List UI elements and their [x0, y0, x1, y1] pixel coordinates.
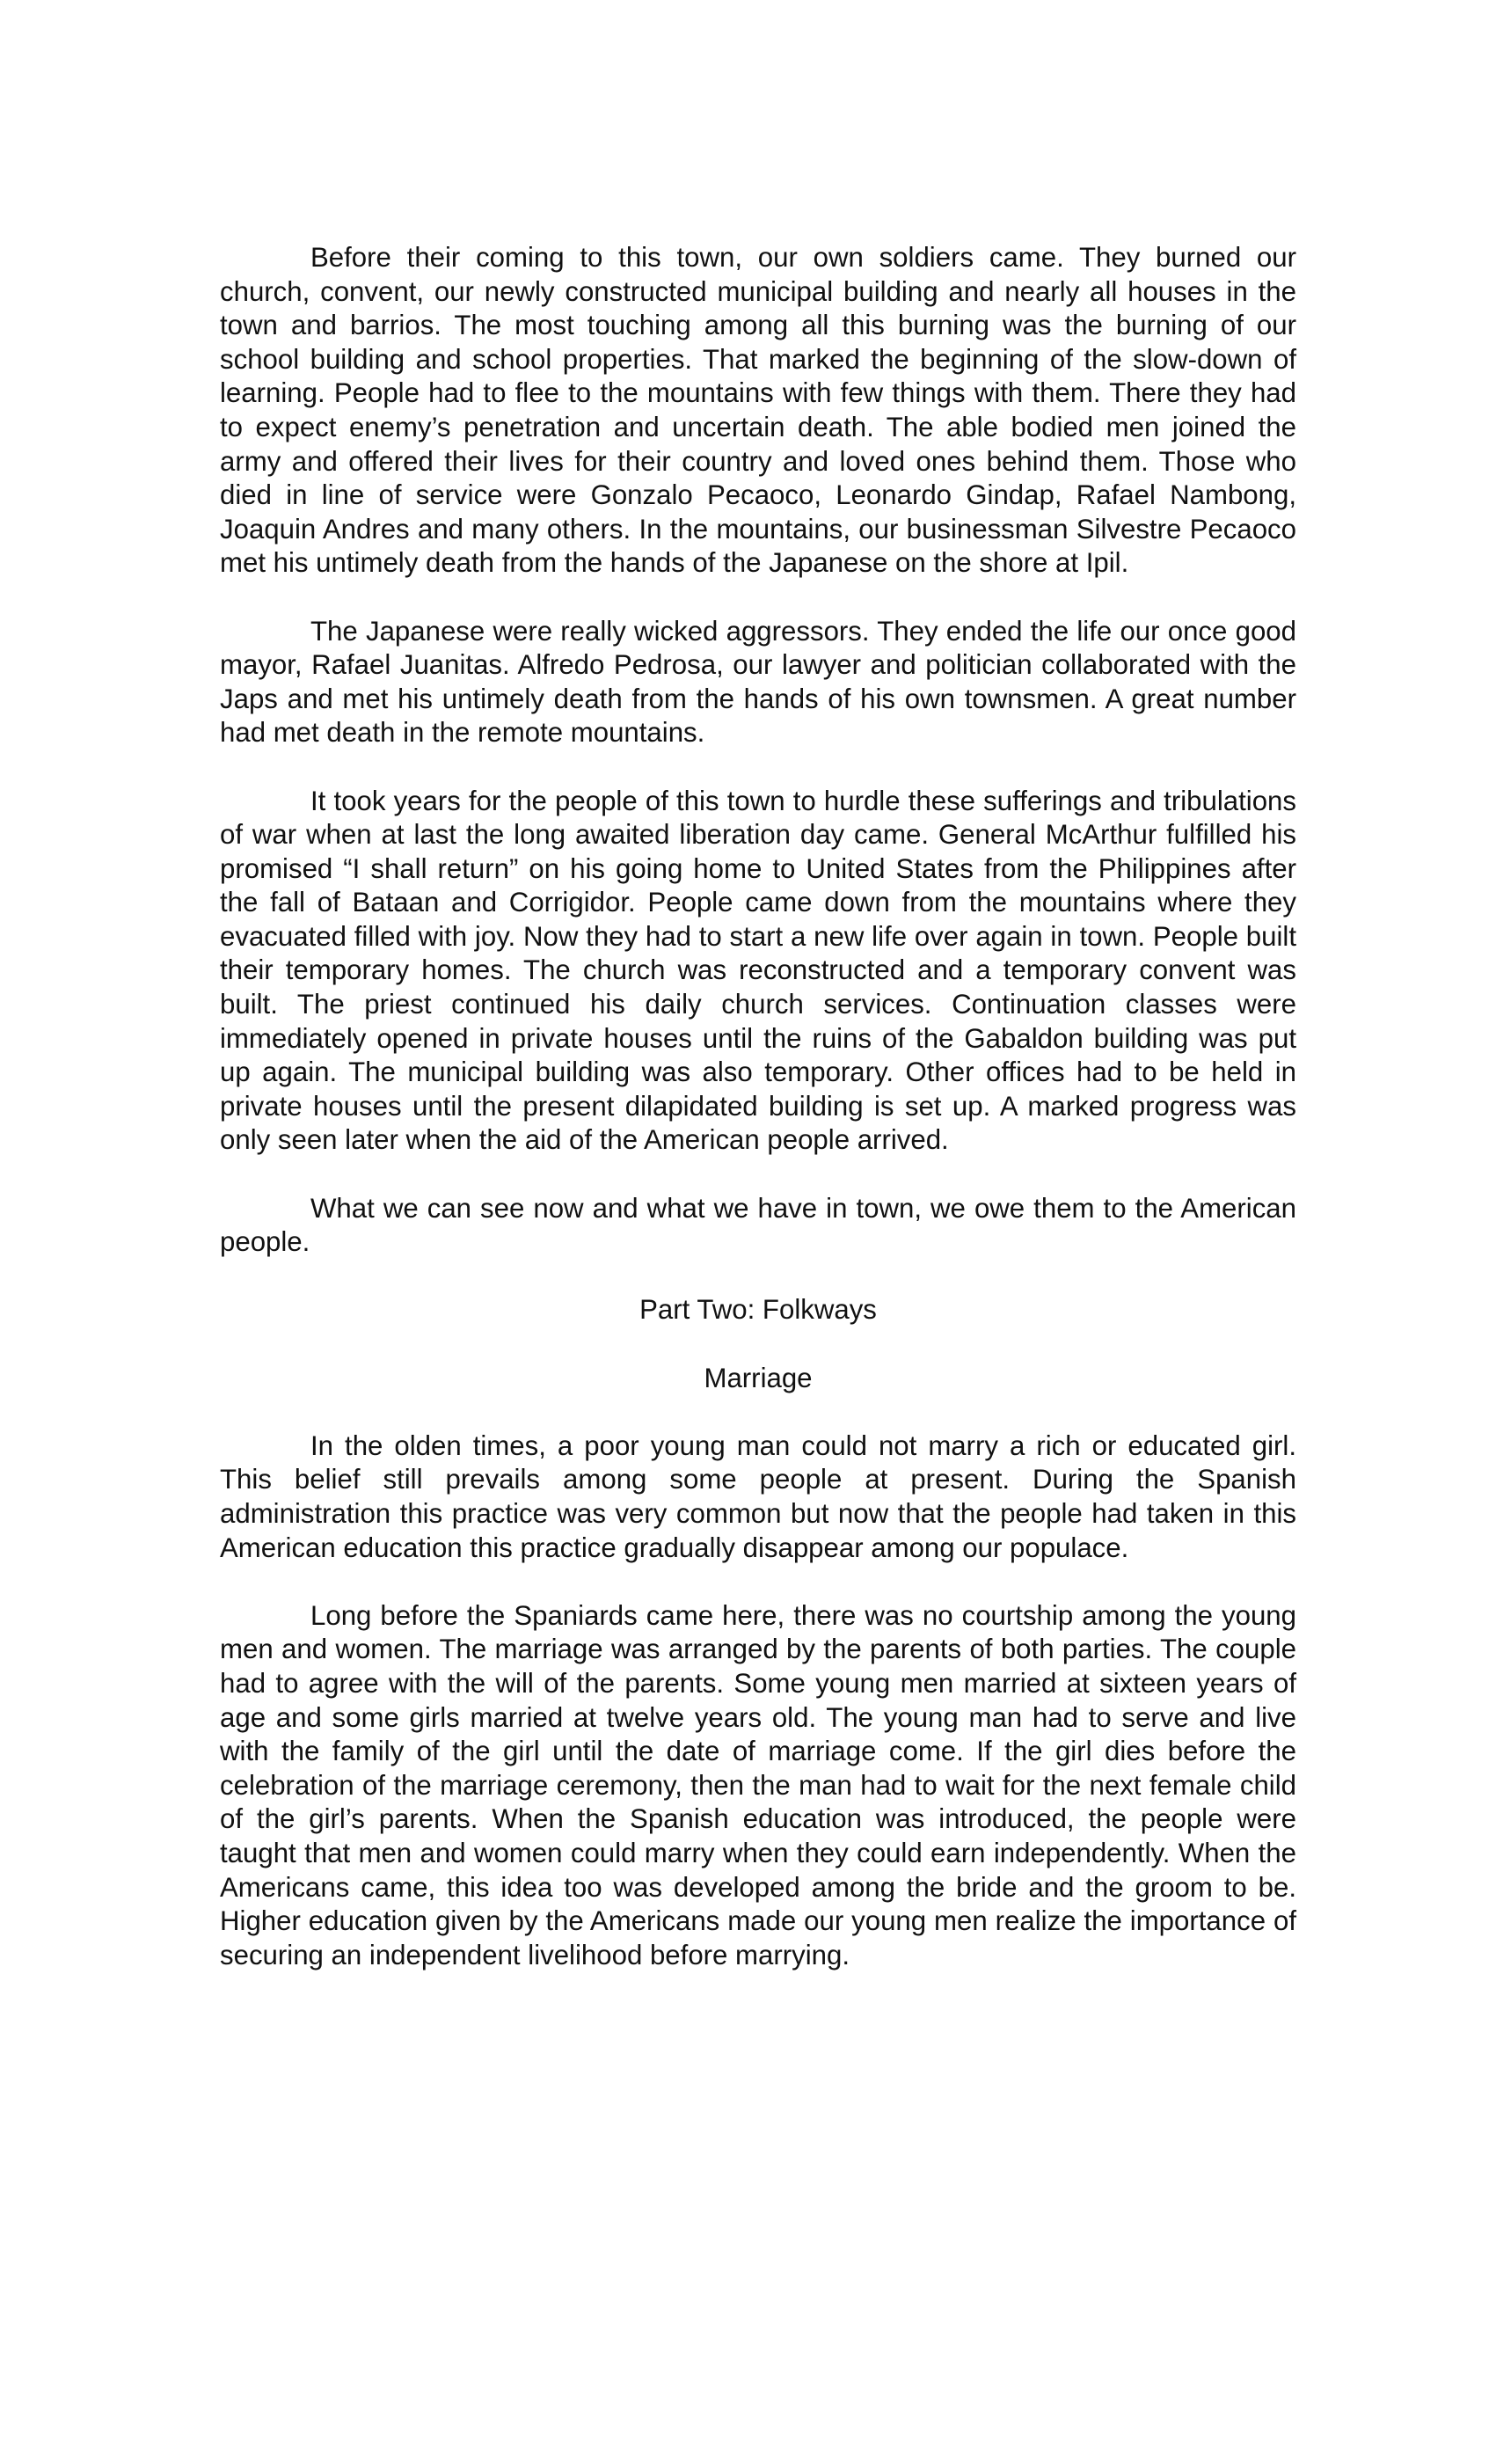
section-heading: Marriage: [704, 1362, 813, 1393]
paragraph-marriage-olden-times: In the olden times, a poor young man could not marry a rich or educated girl. This belief still prevails among some people at present. During the Spanish administration this practice was very common but now that the people had taken in this American education this practice gradually disappear among our populace.: [220, 1429, 1296, 1563]
part-heading: Part Two: Folkways: [639, 1294, 877, 1326]
paragraph-american-people: What we can see now and what we have in town, we owe them to the American people.: [220, 1192, 1296, 1258]
document-page: [220, 241, 1296, 2007]
paragraph-japanese-aggressors: The Japanese were really wicked aggressors. They ended the life our once good mayor, Rafael Juanitas. Alfredo Pedrosa, our lawyer and politician collaborated with the Japs and met his untimely death from the hands of his own townsmen. A great number had met death in the remote mountains.: [220, 615, 1296, 749]
paragraph-war-burning: Before their coming to this town, our own soldiers came. They burned our church, convent, our newly constructed municipal building and nearly all houses in the town and barrios. The most touching among all this burning was the burning of our school building and school properties. That marked the beginning of the slow-down of learning. People had to flee to the mountains with few things with them. There they had to expect enemy’s penetration and uncertain death. The able bodied men joined the army and offered their lives for their country and loved ones behind them. Those who died in line of service were Gonzalo Pecaoco, Leonardo Gindap, Rafael Nambong, Joaquin Andres and many others. In the mountains, our businessman Silvestre Pecaoco met his untimely death from the hands of the Japanese on the shore at Ipil.: [220, 242, 1296, 579]
paragraph-liberation: It took years for the people of this town to hurdle these sufferings and tribulations of war when at last the long awaited liberation day came. General McArthur fulfilled his promised “I shall return” on his going home to United States from the Philippines after the fall of Bataan and Corrigidor. People came down from the mountains where they evacuated filled with joy. Now they had to start a new life over again in town. People built their temporary homes. The church was reconstructed and a temporary convent was built. The priest continued his daily church services. Continuation classes were immediately opened in private houses until the ruins of the Gabaldon building was put up again. The municipal building was also temporary. Other offices had to be held in private houses until the present dilapidated building is set up. A marked progress was only seen later when the aid of the American people arrived.: [220, 785, 1296, 1156]
paragraph-marriage-courtship: Long before the Spaniards came here, there was no courtship among the young men and women. The marriage was arranged by the parents of both parties. The couple had to agree with the will of the parents. Some young men married at sixteen years of age and some girls married at twelve years old. The young man had to serve and live with the family of the girl until the date of marriage come. If the girl dies before the celebration of the marriage ceremony, then the man had to wait for the next female child of the girl’s parents. When the Spanish education was introduced, the people were taught that men and women could marry when they could earn independently. When the Americans came, this idea too was developed among the bride and the groom to be. Higher education given by the Americans made our young men realize the importance of securing an independent livelihood before marrying.: [220, 1599, 1296, 1970]
